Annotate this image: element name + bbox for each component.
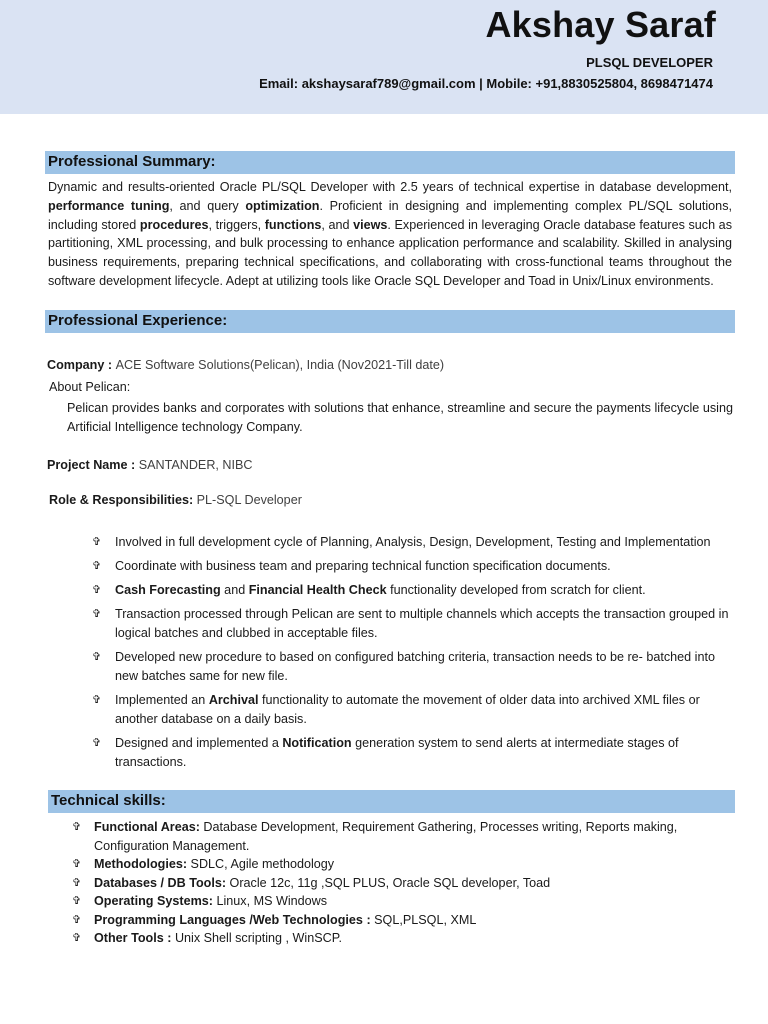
cross-bullet-icon: ✞ bbox=[72, 895, 82, 907]
skills-list bbox=[72, 818, 712, 948]
cross-bullet-icon: ✞ bbox=[92, 536, 102, 548]
header-banner bbox=[0, 0, 768, 114]
role-line bbox=[49, 493, 302, 507]
role-value: PL-SQL Developer bbox=[196, 493, 302, 507]
list-item: ✞ Transaction processed through Pelican are sent to multiple channels which accepts the transaction grouped in logical batches and clubbed in acceptable files. bbox=[92, 607, 729, 640]
cross-bullet-icon: ✞ bbox=[92, 737, 102, 749]
about-text: Pelican provides banks and corporates with solutions that enhance, streamline and secure the payments lifecycle using Artificial Intelligence technology Company. bbox=[67, 401, 733, 434]
role-label: Role & Responsibilities: bbox=[49, 493, 197, 507]
project-value: SANTANDER, NIBC bbox=[138, 458, 253, 472]
list-item: ✞ Implemented an Archival functionality to automate the movement of older data into archived XML files or another database on a daily basis. bbox=[92, 693, 700, 726]
responsibilities-list bbox=[92, 533, 737, 772]
list-item: ✞ Involved in full development cycle of Planning, Analysis, Design, Development, Testing and Implementation bbox=[92, 533, 737, 552]
list-item: ✞ Operating Systems: Linux, MS Windows bbox=[72, 892, 712, 911]
candidate-name: Akshay Saraf bbox=[485, 4, 716, 45]
company-line bbox=[47, 358, 444, 372]
company-value: ACE Software Solutions(Pelican), India (Nov2021-Till date) bbox=[115, 358, 445, 372]
list-item: ✞ Databases / DB Tools: Oracle 12c, 11g ,SQL PLUS, Oracle SQL developer, Toad bbox=[72, 874, 712, 893]
company-label: Company : bbox=[47, 358, 116, 372]
job-title: PLSQL DEVELOPER bbox=[586, 55, 713, 70]
project-line bbox=[47, 458, 253, 472]
section-summary-title: Professional Summary: bbox=[48, 153, 216, 170]
cross-bullet-icon: ✞ bbox=[92, 694, 102, 706]
cross-bullet-icon: ✞ bbox=[72, 876, 82, 889]
cross-bullet-icon: ✞ bbox=[72, 913, 82, 926]
section-skills-title: Technical skills: bbox=[51, 792, 166, 809]
list-item: ✞ Other Tools : Unix Shell scripting , WinSCP. bbox=[72, 929, 712, 948]
cross-bullet-icon: ✞ bbox=[92, 608, 102, 620]
project-label: Project Name : bbox=[47, 458, 139, 472]
about-label: About Pelican: bbox=[49, 380, 131, 394]
list-item: ✞ Cash Forecasting and Financial Health Check functionality developed from scratch for client. bbox=[92, 581, 737, 600]
section-summary-header bbox=[45, 151, 735, 174]
section-skills-header bbox=[48, 790, 735, 813]
cross-bullet-icon: ✞ bbox=[72, 932, 82, 944]
list-item: ✞ Functional Areas: Database Development, Requirement Gathering, Processes writing, Reports making, Configuration Management. bbox=[72, 820, 678, 853]
list-item: ✞ Methodologies: SDLC, Agile methodology bbox=[72, 855, 712, 874]
cross-bullet-icon: ✞ bbox=[92, 651, 102, 663]
list-item: ✞ Developed new procedure to based on configured batching criteria, transaction needs to be re- batched into new batches same for new file. bbox=[92, 650, 715, 683]
summary-paragraph: Dynamic and results-oriented Oracle PL/SQL Developer with 2.5 years of technical expertise in database development, performance tuning, and query optimization. Proficient in designing and implementing complex PL/SQL solutions, including stored procedures, triggers, functions, and views. Experienced in leveraging Oracle database features such as partitioning, XML processing, and bulk processing to enhance application performance and scalability. Skilled in analysing business requirements, preparing technical specifications, and collaborating with cross-functional teams throughout the software development lifecycle. Adept at utilizing tools like Oracle SQL Developer and Toad in Unix/Linux environments. bbox=[48, 180, 732, 288]
section-experience-header bbox=[45, 310, 735, 333]
list-item: ✞ Programming Languages /Web Technologies : SQL,PLSQL, XML bbox=[72, 911, 712, 930]
cross-bullet-icon: ✞ bbox=[92, 560, 102, 572]
contact-info: Email: akshaysaraf789@gmail.com | Mobile: +91,8830525804, 8698471474 bbox=[259, 76, 713, 91]
cross-bullet-icon: ✞ bbox=[72, 858, 82, 870]
section-experience-title: Professional Experience: bbox=[48, 312, 228, 329]
cross-bullet-icon: ✞ bbox=[92, 584, 102, 596]
list-item: ✞ Designed and implemented a Notification generation system to send alerts at intermediate stages of transactions. bbox=[92, 736, 679, 769]
cross-bullet-icon: ✞ bbox=[72, 821, 82, 833]
list-item: ✞ Coordinate with business team and preparing technical function specification documents. bbox=[92, 557, 737, 576]
